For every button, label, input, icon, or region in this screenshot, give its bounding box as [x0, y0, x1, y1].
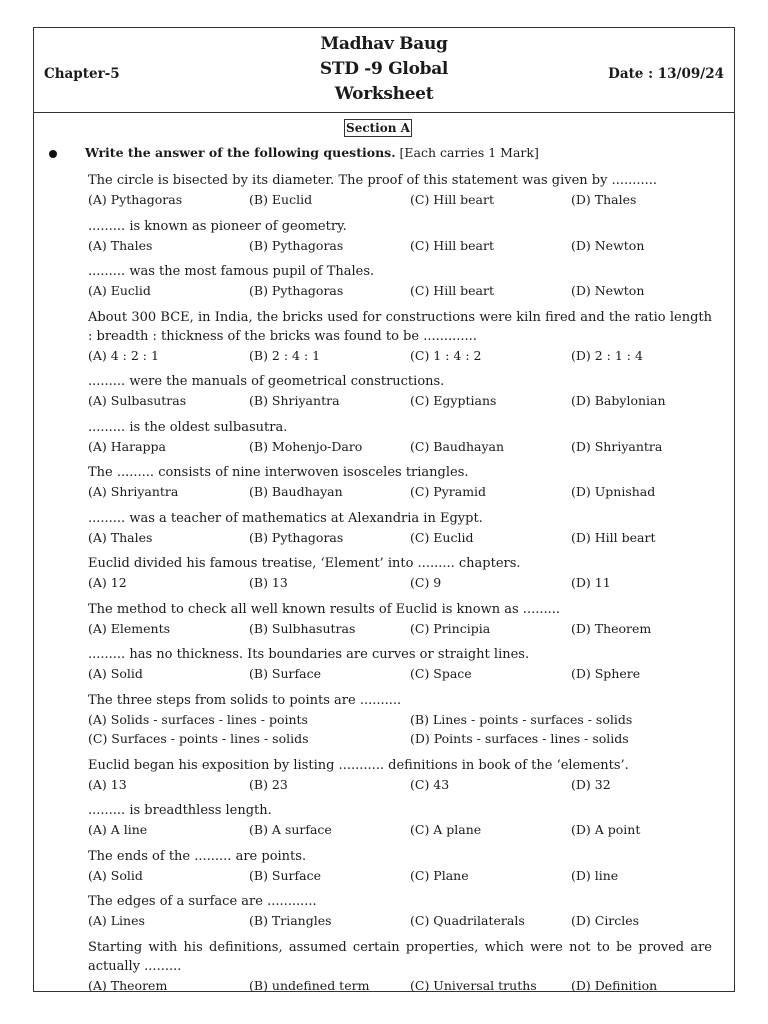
question-item [88, 262, 712, 301]
question-options [88, 573, 712, 593]
question-item [88, 801, 712, 840]
question-options [88, 820, 712, 840]
option-a: (A) 4 : 2 : 1 [88, 347, 159, 363]
bullet-icon [49, 150, 57, 158]
option-b: (B) Sulbhasutras [249, 620, 356, 636]
option-b: (B) Surface [249, 666, 321, 681]
question-item [88, 509, 712, 548]
option-c: (C) Quadrilaterals [410, 913, 525, 928]
option-c: (C) Space [410, 666, 472, 681]
option-d: (D) 32 [571, 776, 611, 792]
question-item [88, 600, 712, 639]
option-b: (B) Baudhayan [249, 484, 343, 499]
option-d: (D) A point [571, 822, 641, 837]
option-d: (D) Points - surfaces - lines - solids [410, 731, 629, 746]
option-c: (C) 43 [410, 776, 450, 792]
option-c: (C) 1 : 4 : 2 [410, 347, 482, 363]
option-a: (A) Thales [88, 237, 153, 253]
option-a: (A) Euclid [88, 283, 151, 298]
option-a: (A) 13 [88, 776, 127, 792]
option-d: (D) Hill beart [571, 529, 656, 545]
question-stem: ......... were the manuals of geometrical constructions. [88, 374, 445, 389]
option-c: (C) Principia [410, 620, 491, 636]
date-label: Date : 13/09/24 [608, 66, 724, 82]
question-options [88, 482, 712, 502]
option-c: (C) Surfaces - points - lines - solids [88, 731, 309, 746]
option-c: (C) Euclid [410, 529, 474, 545]
option-b: (B) Euclid [249, 192, 313, 207]
question-stem: Euclid divided his famous treatise, ‘Element’ into ......... chapters. [88, 556, 521, 571]
option-b: (B) 13 [249, 575, 288, 590]
option-d: (D) line [571, 867, 619, 883]
question-options [88, 281, 712, 301]
question-stem: Euclid began his exposition by listing ........... definitions in book of the ‘elements’. [88, 757, 629, 773]
question-options [88, 236, 712, 256]
question-item [88, 645, 712, 684]
question-item [88, 847, 712, 886]
option-c: (C) Egyptians [410, 393, 497, 408]
question-options [88, 911, 712, 931]
option-c: (C) Hill beart [410, 237, 495, 253]
option-b: (B) Lines - points - surfaces - solids [410, 711, 633, 727]
question-stem: ......... is the oldest sulbasutra. [88, 419, 288, 435]
option-a: (A) Pythagoras [88, 192, 183, 207]
question-options [88, 437, 712, 457]
question-options [88, 664, 712, 684]
option-a: (A) Solid [88, 867, 143, 883]
question-stem: ......... is known as pioneer of geometry. [88, 218, 347, 234]
option-d: (D) Sphere [571, 666, 641, 681]
question-item [88, 308, 712, 366]
option-d: (D) 2 : 1 : 4 [571, 347, 643, 363]
question-stem: ......... was a teacher of mathematics at Alexandria in Egypt. [88, 510, 483, 526]
question-item [88, 554, 712, 593]
option-d: (D) Upnishad [571, 484, 656, 499]
question-stem: The edges of a surface are ............ [88, 894, 317, 909]
option-b: (B) Mohenjo-Daro [249, 438, 363, 454]
question-item [88, 756, 712, 795]
option-a: (A) Harappa [88, 438, 166, 454]
question-stem: ......... has no thickness. Its boundaries are curves or straight lines. [88, 647, 530, 662]
section-heading: Section A [344, 119, 412, 137]
option-b: (B) 23 [249, 776, 288, 792]
question-options [88, 528, 712, 548]
option-d: (D) Babylonian [571, 393, 666, 408]
question-options [88, 976, 712, 996]
question-stem: The three steps from solids to points are .......... [88, 692, 402, 708]
question-options [88, 710, 712, 730]
question-options [88, 391, 712, 411]
option-b: (B) A surface [249, 822, 332, 837]
question-list [88, 171, 712, 1002]
option-d: (D) Circles [571, 913, 640, 928]
option-d: (D) Definition [571, 977, 658, 993]
question-item [88, 463, 712, 502]
question-stem: The ......... consists of nine interwoven isosceles triangles. [88, 465, 469, 480]
question-item [88, 938, 712, 996]
question-options [88, 775, 712, 795]
worksheet-frame [33, 27, 735, 992]
question-options [88, 619, 712, 639]
option-a: (A) Solids - surfaces - lines - points [88, 711, 308, 727]
question-stem: The circle is bisected by its diameter. The proof of this statement was given by ........... [88, 173, 658, 188]
option-b: (B) Triangles [249, 913, 332, 928]
question-stem: About 300 BCE, in India, the bricks used for constructions were kiln fired and the ratio length : breadth : thickness of the bricks was found to be ............. [88, 309, 712, 344]
option-a: (A) Thales [88, 529, 153, 545]
instruction-text: Write the answer of the following questions. [85, 145, 396, 160]
question-stem: Starting with his definitions, assumed certain properties, which were not to be proved are actually ......... [88, 939, 712, 974]
option-a: (A) Lines [88, 913, 145, 928]
question-stem: The ends of the ......... are points. [88, 848, 307, 864]
option-b: (B) Pythagoras [249, 529, 344, 545]
option-d: (D) 11 [571, 575, 611, 590]
school-name: Madhav Baug [320, 34, 448, 54]
option-b: (B) 2 : 4 : 1 [249, 347, 321, 363]
question-options [88, 190, 712, 210]
option-b: (B) Shriyantra [249, 393, 340, 408]
option-b: (B) Pythagoras [249, 283, 344, 298]
option-a: (A) A line [88, 822, 148, 837]
chapter-label: Chapter-5 [44, 66, 120, 82]
option-a: (A) Elements [88, 620, 171, 636]
class-name: STD -9 Global [319, 59, 449, 79]
question-stem: ......... is breadthless length. [88, 803, 272, 818]
option-a: (A) 12 [88, 575, 127, 590]
worksheet-header [34, 28, 734, 113]
option-a: (A) Solid [88, 666, 143, 681]
question-options [88, 729, 712, 749]
option-c: (C) Plane [410, 867, 469, 883]
option-d: (D) Newton [571, 283, 645, 298]
document-type: Worksheet [334, 84, 434, 104]
option-c: (C) Pyramid [410, 484, 487, 499]
question-item [88, 892, 712, 931]
instruction-line [85, 145, 539, 160]
question-item [88, 171, 712, 210]
option-c: (C) 9 [410, 575, 442, 590]
option-c: (C) Hill beart [410, 192, 495, 207]
question-item [88, 691, 712, 749]
option-c: (C) Hill beart [410, 283, 495, 298]
question-item [88, 217, 712, 256]
option-b: (B) Pythagoras [249, 237, 344, 253]
question-item [88, 372, 712, 411]
option-d: (D) Newton [571, 237, 645, 253]
option-a: (A) Theorem [88, 977, 168, 993]
option-b: (B) Surface [249, 867, 321, 883]
option-a: (A) Shriyantra [88, 484, 179, 499]
option-a: (A) Sulbasutras [88, 393, 187, 408]
option-c: (C) Universal truths [410, 977, 537, 993]
question-options [88, 866, 712, 886]
question-stem: ......... was the most famous pupil of Thales. [88, 264, 375, 279]
option-c: (C) A plane [410, 822, 482, 837]
option-d: (D) Shriyantra [571, 438, 663, 454]
option-d: (D) Thales [571, 192, 637, 207]
option-b: (B) undefined term [249, 977, 370, 993]
option-c: (C) Baudhayan [410, 438, 505, 454]
question-item [88, 418, 712, 457]
question-stem: The method to check all well known results of Euclid is known as ......... [88, 601, 560, 617]
option-d: (D) Theorem [571, 620, 652, 636]
question-options [88, 346, 712, 366]
instruction-marks: [Each carries 1 Mark] [399, 145, 539, 160]
